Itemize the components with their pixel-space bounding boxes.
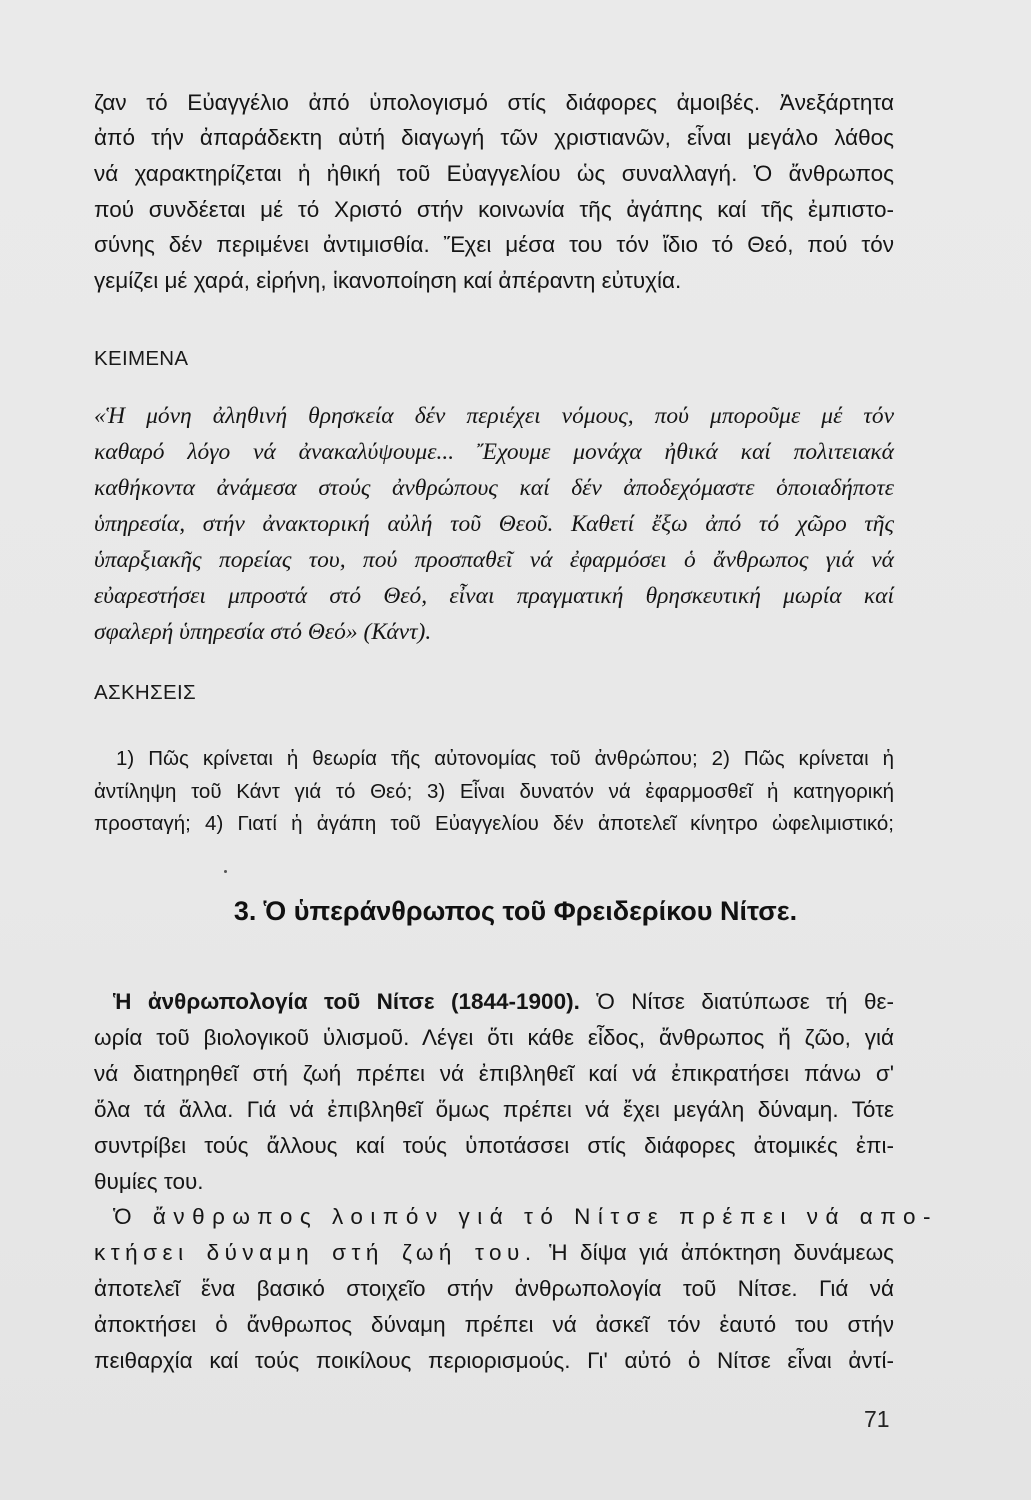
quote-line: σφαλερή ὑπηρεσία στό Θεό» (Κάντ). (94, 619, 432, 645)
exercise-line: προσταγή; 4) Γιατί ἡ ἀγάπη τοῦ Εὐαγγελίου δέν ἀποτελεῖ κίνητρο ὠφελιμιστικό; (94, 812, 894, 835)
section-title: 3. Ὁ ὑπεράνθρωπος τοῦ Φρειδερίκου Νίτσε. (233, 896, 798, 926)
texts-heading: ΚΕΙΜΕΝΑ (94, 347, 189, 370)
quote-line: εὐαρεστήσει μπροστά στό Θεό, εἶναι πραγματική θρησκευτική μωρία καί (94, 583, 894, 609)
para1-line: θυμίες του. (94, 1169, 204, 1194)
para2-line: ἀποτελεῖ ἕνα βασικό στοιχεῖο στήν ἀνθρωπολογία τοῦ Νίτσε. Γιά νά (94, 1276, 894, 1301)
para2-spaced-line: Ὁ ἄνθρωπος λοιπόν γιά τό Νίτσε πρέπει νά απο- (113, 1204, 938, 1229)
para2-line-2 (94, 1238, 894, 1268)
para2-line: ἀποκτήσει ὁ ἄνθρωπος δύναμη πρέπει νά ἀσκεῖ τόν ἑαυτό του στήν (94, 1312, 894, 1337)
intro-line: ἀπό τήν ἀπαράδεκτη αὐτή διαγωγή τῶν χριστιανῶν, εἶναι μεγάλο λάθος (94, 125, 894, 150)
intro-line: σύνης δέν περιμένει ἀντιμισθία. Ἔχει μέσα του τόν ἴδιο τό Θεό, πού τόν (94, 232, 894, 257)
para1-first-line (113, 987, 894, 1017)
para2-line2-rest: Ἡ δίψα γιά ἀπόκτηση δυνάμεως (536, 1240, 894, 1265)
page-number: 71 (864, 1406, 890, 1432)
intro-line: ζαν τό Εὐαγγέλιο ἀπό ὑπολογισμό στίς διάφορες ἀμοιβές. Ἀνεξάρτητα (94, 90, 894, 115)
exercise-line: 1) Πῶς κρίνεται ἡ θεωρία τῆς αὐτονομίας τοῦ ἀνθρώπου; 2) Πῶς κρίνεται ἡ (116, 747, 894, 770)
quote-line: καθήκοντα ἀνάμεσα στούς ἀνθρώπους καί δέν ἀποδεχόμαστε ὁποιαδήποτε (94, 475, 894, 501)
quote-line: ὑπηρεσία, στήν ἀνακτορική αὐλή τοῦ Θεοῦ. Καθετί ἔξω ἀπό τό χῶρο τῆς (94, 511, 894, 537)
para2-spaced-emphasis: κτήσει δύναμη στή ζωή του. (94, 1240, 537, 1265)
para1-line: ὅλα τά ἄλλα. Γιά νά ἐπιβληθεῖ ὅμως πρέπει νά ἔχει μεγάλη δύναμη. Τότε (94, 1097, 894, 1122)
intro-line: γεμίζει μέ χαρά, εἰρήνη, ἱκανοποίηση καί ἀπέραντη εὐτυχία. (94, 268, 682, 293)
exercise-line: ἀντίληψη τοῦ Κάντ γιά τό Θεό; 3) Εἶναι δυνατόν νά ἐφαρμοσθεῖ ἡ κατηγορική (94, 780, 894, 803)
section-subheading: Ἡ ἀνθρωπολογία τοῦ Νίτσε (1844-1900). (113, 989, 580, 1014)
intro-line: νά χαρακτηρίζεται ἡ ἠθική τοῦ Εὐαγγελίου ὡς συναλλαγή. Ὁ ἄνθρωπος (94, 161, 894, 186)
para1-first-rest: Ὁ Νίτσε διατύπωσε τή θε- (579, 989, 894, 1014)
para1-line: ωρία τοῦ βιολογικοῦ ὑλισμοῦ. Λέγει ὅτι κάθε εἶδος, ἄνθρωπος ἤ ζῶο, γιά (94, 1025, 894, 1050)
quote-line: «Ἡ μόνη ἀληθινή θρησκεία δέν περιέχει νόμους, πού μποροῦμε μέ τόν (94, 403, 894, 429)
exercises-heading: ΑΣΚΗΣΕΙΣ (94, 681, 196, 704)
quote-line: ὑπαρξιακῆς πορείας του, πού προσπαθεῖ νά ἐφαρμόσει ὁ ἄνθρωπος γιά νά (94, 547, 894, 573)
quote-line: καθαρό λόγο νά ἀνακαλύψουμε... Ἔχουμε μονάχα ἠθικά καί πολιτειακά (94, 439, 894, 465)
ink-dot (224, 870, 227, 873)
para2-line: πειθαρχία καί τούς ποικίλους περιορισμούς. Γι' αὐτό ὁ Νίτσε εἶναι ἀντί- (94, 1348, 894, 1373)
para1-line: συντρίβει τούς ἄλλους καί τούς ὑποτάσσει στίς διάφορες ἀτομικές ἐπι- (94, 1133, 894, 1158)
intro-line: πού συνδέεται μέ τό Χριστό στήν κοινωνία τῆς ἀγάπης καί τῆς ἐμπιστο- (94, 197, 894, 222)
para1-line: νά διατηρηθεῖ στή ζωή πρέπει νά ἐπιβληθεῖ καί νά ἐπικρατήσει πάνω σ' (94, 1061, 894, 1086)
